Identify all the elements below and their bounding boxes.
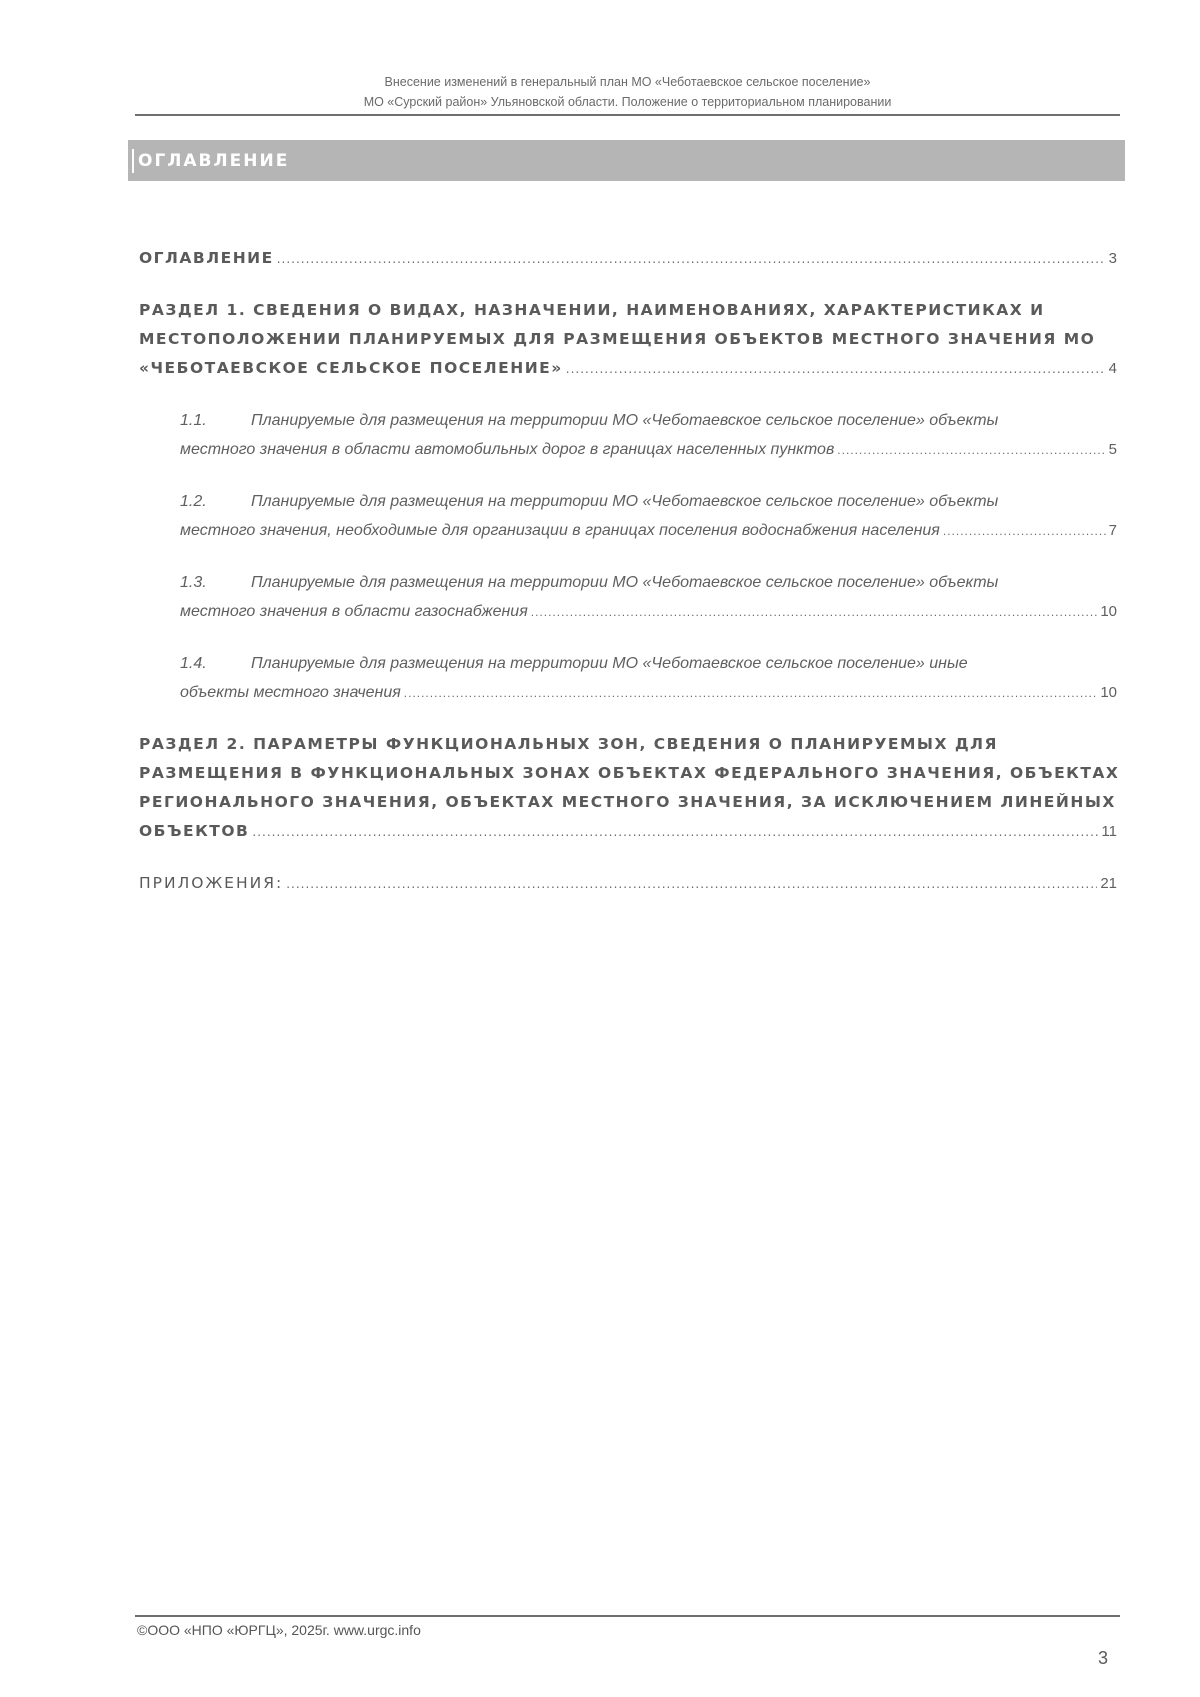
toc-entry-contents-title: ОГЛАВЛЕНИЕ [139,249,274,267]
toc-entry-section-1-line-2: МЕСТОПОЛОЖЕНИИ ПЛАНИРУЕМЫХ ДЛЯ РАЗМЕЩЕНИЯ ОБЪЕКТОВ МЕСТНОГО ЗНАЧЕНИЯ МО [139,330,1096,348]
toc-entry-section-2-page: 11 [1101,823,1117,840]
toc-entry-1-1-page: 5 [1108,441,1117,458]
toc-entry-section-2[interactable] [139,730,1120,847]
header-divider [135,114,1120,116]
toc-entry-1-4-number: 1.4. [180,655,207,672]
toc-entry-1-3-row [180,597,1117,627]
toc-dot-leader [531,598,1098,627]
toc-entry-1-2-line-2: местного значения, необходимые для организации в границах поселения водоснабжения населения [180,522,940,539]
toc-dot-leader [404,679,1098,708]
toc-dot-leader [286,870,1097,899]
toc-entry-1-4-page: 10 [1100,684,1117,701]
toc-entry-1-4-line-2: объекты местного значения [180,684,401,701]
toc-entry-section-2-row [139,817,1117,847]
toc-entry-section-1-line-1: РАЗДЕЛ 1. СВЕДЕНИЯ О ВИДАХ, НАЗНАЧЕНИИ, НАИМЕНОВАНИЯХ, ХАРАКТЕРИСТИКАХ И [139,301,1045,319]
toc-entry-1-3-line-1 [180,568,1117,597]
running-header [135,72,1120,112]
toc-entry-section-2-line-2: РАЗМЕЩЕНИЯ В ФУНКЦИОНАЛЬНЫХ ЗОНАХ ОБЪЕКТАХ ФЕДЕРАЛЬНОГО ЗНАЧЕНИЯ, ОБЪЕКТАХ [139,764,1120,782]
toc-entry-section-1-page: 4 [1108,360,1117,377]
toc-entry-1-4-line-1 [180,649,1117,678]
toc-dot-leader [277,245,1106,274]
running-header-line-2: МО «Сурский район» Ульяновской области. Положение о территориальном планировании [363,95,892,109]
toc-entry-1-2-text: Планируемые для размещения на территории МО «Чеботаевское сельское поселение» объекты [251,493,999,510]
table-of-contents [139,244,1120,921]
toc-entry-section-2-line-3: РЕГИОНАЛЬНОГО ЗНАЧЕНИЯ, ОБЪЕКТАХ МЕСТНОГО ЗНАЧЕНИЯ, ЗА ИСКЛЮЧЕНИЕМ ЛИНЕЙНЫХ [139,793,1116,811]
toc-entry-1-1-row [180,435,1117,465]
toc-entry-1-1-line-2: местного значения в области автомобильных дорог в границах населенных пунктов [180,441,835,458]
toc-entry-1-4[interactable] [180,649,1117,708]
toc-entry-appendix-row [139,869,1117,899]
footer-copyright: ©ООО «НПО «ЮРГЦ», 2025г. www.urgc.info [137,1622,421,1638]
toc-entry-contents-page: 3 [1108,250,1117,267]
toc-entry-1-3[interactable] [180,568,1117,627]
toc-entry-contents-row [139,244,1117,274]
page-number: 3 [1098,1648,1109,1668]
toc-entry-1-3-page: 10 [1100,603,1117,620]
section-title-bar [128,140,1125,181]
section-title: ОГЛАВЛЕНИЕ [138,151,290,171]
toc-entry-appendix-title: ПРИЛОЖЕНИЯ: [139,874,284,892]
toc-entry-1-1[interactable] [180,406,1117,465]
toc-entry-1-2-row [180,516,1117,546]
toc-entry-contents[interactable] [139,244,1117,274]
toc-entry-1-1-number: 1.1. [180,412,207,429]
toc-dot-leader [943,517,1106,546]
toc-entry-1-2-page: 7 [1108,522,1117,539]
toc-dot-leader [566,355,1106,384]
toc-entry-1-1-line-1 [180,406,1117,435]
toc-entry-appendix-page: 21 [1100,875,1117,892]
toc-entry-1-3-number: 1.3. [180,574,207,591]
toc-entry-1-3-text: Планируемые для размещения на территории МО «Чеботаевское сельское поселение» объекты [251,574,999,591]
toc-entry-section-1-line-3: «ЧЕБОТАЕВСКОЕ СЕЛЬСКОЕ ПОСЕЛЕНИЕ» [139,359,563,377]
toc-entry-1-2-line-1 [180,487,1117,516]
toc-entry-section-1-row [139,354,1117,384]
title-bar-marker [132,149,134,173]
toc-entry-section-2-line-4: ОБЪЕКТОВ [139,822,250,840]
toc-entry-1-1-text: Планируемые для размещения на территории МО «Чеботаевское сельское поселение» объекты [251,412,999,429]
toc-entry-1-3-line-2: местного значения в области газоснабжения [180,603,528,620]
toc-entry-section-2-line-1: РАЗДЕЛ 2. ПАРАМЕТРЫ ФУНКЦИОНАЛЬНЫХ ЗОН, СВЕДЕНИЯ О ПЛАНИРУЕМЫХ ДЛЯ [139,735,998,753]
toc-entry-appendix[interactable] [139,869,1117,899]
toc-entry-1-4-text: Планируемые для размещения на территории МО «Чеботаевское сельское поселение» иные [251,655,968,672]
toc-entry-1-2-number: 1.2. [180,493,207,510]
toc-entry-1-2[interactable] [180,487,1117,546]
toc-dot-leader [837,436,1105,465]
footer-divider [135,1615,1120,1617]
toc-entry-1-4-row [180,678,1117,708]
running-header-line-1: Внесение изменений в генеральный план МО «Чеботаевское сельское поселение» [384,75,871,89]
toc-dot-leader [252,818,1098,847]
toc-entry-section-1[interactable] [139,296,1117,384]
